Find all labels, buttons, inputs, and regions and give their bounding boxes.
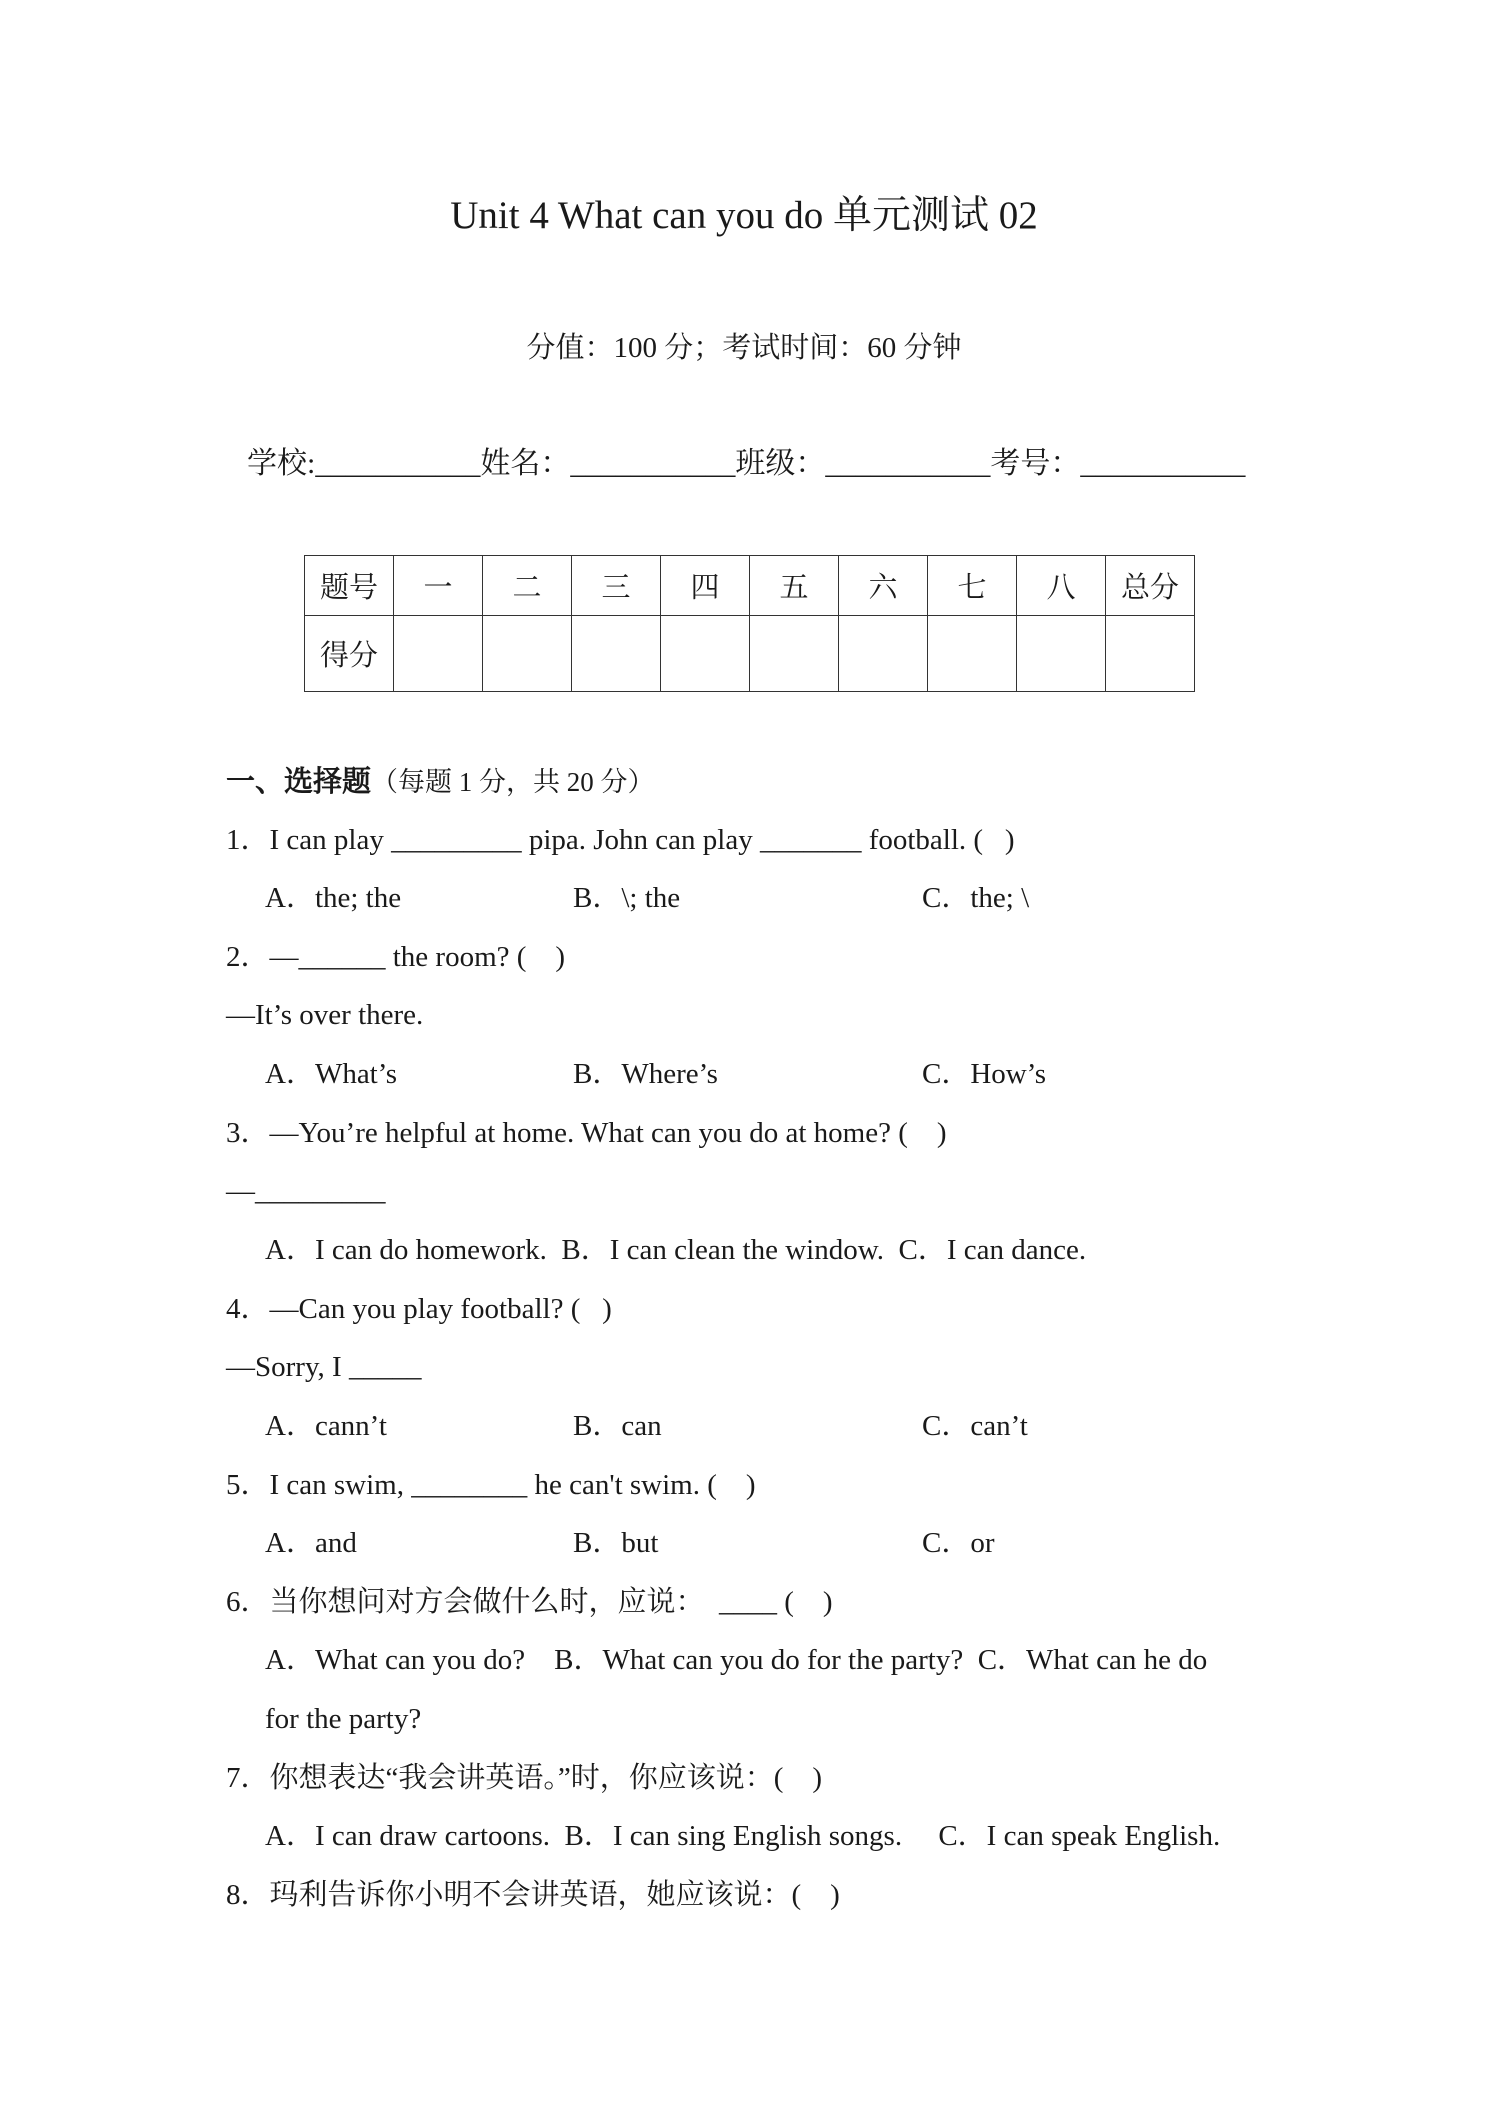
score-table-header-cell: 三 — [572, 556, 661, 616]
option-b[interactable]: B．Where’s — [573, 1058, 718, 1090]
score-table-header-cell: 一 — [394, 556, 483, 616]
score-cell[interactable] — [483, 616, 572, 692]
section-title: 一、选择题 — [226, 766, 372, 798]
score-table-header-cell: 八 — [1017, 556, 1106, 616]
score-cell[interactable] — [928, 616, 1017, 692]
exam-info-subtitle: 分值：100 分；考试时间：60 分钟 — [526, 332, 962, 364]
option-b[interactable]: B．\; the — [573, 882, 681, 914]
option-a[interactable]: A．cann’t — [265, 1410, 387, 1442]
question-stem: 2．—______ the room? ( ) — [226, 941, 566, 973]
option-a[interactable]: A．What’s — [265, 1058, 398, 1090]
question-stem: 7．你想表达“我会讲英语。”时，你应该说：( ) — [226, 1762, 823, 1794]
score-cell[interactable] — [1017, 616, 1106, 692]
question-stem: 5．I can swim, ________ he can't swim. ( ) — [226, 1469, 756, 1501]
page-title: Unit 4 What can you do 单元测试 02 — [450, 194, 1038, 237]
options-line[interactable]: A．What can you do? B．What can you do for the party? C．What can he do — [265, 1644, 1208, 1676]
question-stem: 6．当你想问对方会做什么时，应说： ____ ( ) — [226, 1586, 833, 1618]
score-cell[interactable] — [750, 616, 839, 692]
score-table-header-cell: 题号 — [305, 556, 394, 616]
score-table-header-cell: 七 — [928, 556, 1017, 616]
score-cell[interactable] — [839, 616, 928, 692]
score-table-header-cell: 二 — [483, 556, 572, 616]
option-c[interactable]: C．How’s — [922, 1058, 1047, 1090]
question-dialogue: —_________ — [226, 1175, 386, 1207]
score-table-header-cell: 五 — [750, 556, 839, 616]
score-cell[interactable] — [1106, 616, 1195, 692]
question-dialogue: —It’s over there. — [226, 999, 424, 1031]
score-cell[interactable] — [394, 616, 483, 692]
options-line-continued[interactable]: for the party? — [265, 1703, 422, 1735]
score-cell[interactable] — [572, 616, 661, 692]
score-table-header-cell: 六 — [839, 556, 928, 616]
section-heading — [226, 762, 655, 802]
option-a[interactable]: A．the; the — [265, 882, 402, 914]
question-dialogue: —Sorry, I _____ — [226, 1351, 422, 1383]
score-table — [304, 555, 1195, 692]
option-c[interactable]: C．the; \ — [922, 882, 1030, 914]
question-stem: 8．玛利告诉你小明不会讲英语，她应该说：( ) — [226, 1879, 840, 1911]
score-row-label: 得分 — [305, 616, 394, 692]
options-line[interactable]: A．I can do homework. B．I can clean the window. C．I can dance. — [265, 1234, 1087, 1266]
score-table-header-cell: 总分 — [1106, 556, 1195, 616]
student-info-line: 学校:___________姓名：___________班级：___________考号：___________ — [247, 447, 1246, 480]
option-c[interactable]: C．can’t — [922, 1410, 1028, 1442]
question-stem: 1．I can play _________ pipa. John can play _______ football. ( ) — [226, 824, 1015, 856]
score-table-score-row — [305, 616, 1195, 692]
score-table-header-cell: 四 — [661, 556, 750, 616]
score-cell[interactable] — [661, 616, 750, 692]
option-c[interactable]: C．or — [922, 1527, 995, 1559]
option-a[interactable]: A．and — [265, 1527, 357, 1559]
option-b[interactable]: B．can — [573, 1410, 662, 1442]
score-table-header-row — [305, 556, 1195, 616]
question-stem: 3．—You’re helpful at home. What can you do at home? ( ) — [226, 1117, 947, 1149]
section-note: （每题 1 分，共 20 分） — [371, 767, 655, 797]
options-line[interactable]: A．I can draw cartoons. B．I can sing English songs. C．I can speak English. — [265, 1820, 1221, 1852]
question-stem: 4．—Can you play football? ( ) — [226, 1293, 612, 1325]
option-b[interactable]: B．but — [573, 1527, 659, 1559]
